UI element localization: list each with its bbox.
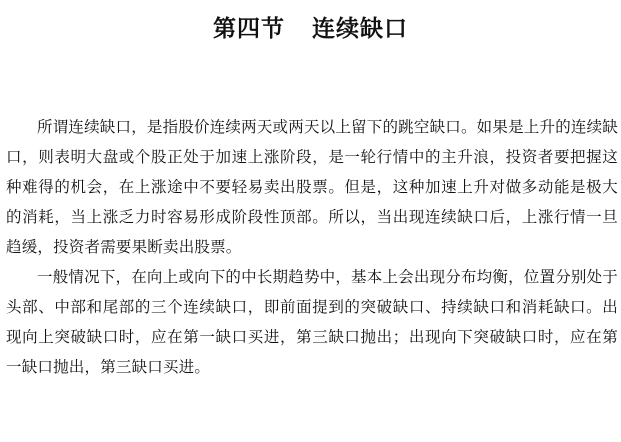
paragraph-2: 一般情况下，在向上或向下的中长期趋势中，基本上会出现分布均衡，位置分别处于头部、中部和尾部的三个连续缺口，即前面提到的突破缺口、持续缺口和消耗缺口。出现向上突破缺口时，应在第一缺口买进，第三缺口抛出；出现向下突破缺口时，应在第一缺口抛出，第三缺口买进。 [6, 268, 618, 376]
body-text [6, 112, 618, 382]
section-title: 第四节 连续缺口 [212, 16, 409, 42]
paragraph-1: 所谓连续缺口，是指股价连续两天或两天以上留下的跳空缺口。如果是上升的连续缺口，则表明大盘或个股正处于加速上涨阶段，是一轮行情中的主升浪，投资者要把握这种难得的机会，在上涨途中不要轻易卖出股票。但是，这种加速上升对做多动能是极大的消耗，当上涨乏力时容易形成阶段性顶部。所以，当出现连续缺口后，上涨行情一旦趋缓，投资者需要果断卖出股票。 [6, 118, 618, 256]
